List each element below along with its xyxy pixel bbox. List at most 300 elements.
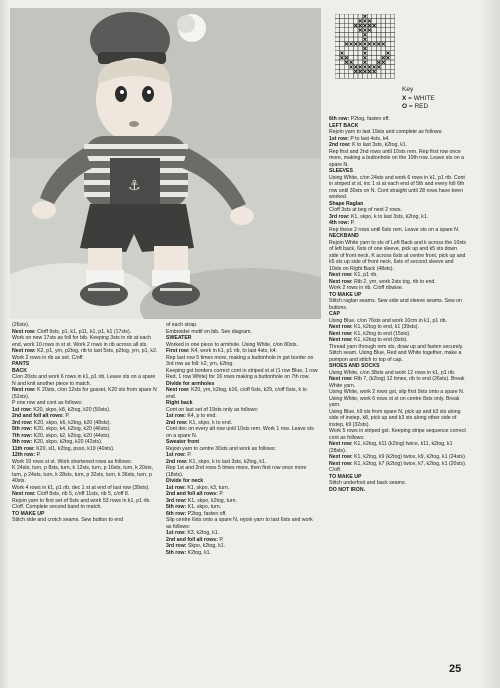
row-text: P. (35, 452, 41, 458)
row-label: Next row: (329, 454, 353, 460)
row-text: P. (217, 536, 224, 543)
chart-grid-cell (349, 19, 354, 24)
instruction-line (166, 517, 318, 530)
chart-grid-cell (344, 65, 349, 70)
chart-grid-cell (358, 14, 363, 19)
chart-grid-cell (344, 32, 349, 37)
row-text: (26sts). (12, 322, 30, 328)
row-text: K 24sts, turn, p 8sts, turn, k 12sts, turn, p 16sts, turn, k 20sts, turn, p 24sts, turn, k 28sts, turn, p 32sts, turn, k 36sts, turn, p 40sts. (12, 465, 153, 484)
row-text: P. (217, 491, 224, 497)
chart-x-mark (359, 42, 362, 45)
chart-grid-cell (367, 74, 372, 79)
chart-grid-cell (376, 69, 381, 74)
chart-x-mark (373, 65, 376, 68)
row-text: Rep last row 5 times more, making a buttonhole in gst border on 3rd row as foll: k2, yrn, k2tog. (166, 354, 314, 367)
chart-grid-cell (381, 28, 386, 33)
section-heading: Divide for armholes (166, 380, 215, 387)
row-label: 3rd row: (166, 543, 187, 549)
chart-grid-cell (372, 19, 377, 24)
chart-x-mark (359, 19, 362, 22)
doll-photo (10, 8, 321, 319)
chart-grid-cell (390, 19, 395, 24)
row-label: 1st row: (166, 484, 186, 491)
chart-grid-cell (353, 28, 358, 33)
chart-grid-cell (344, 74, 349, 79)
row-text: K1, skpo, turn. (186, 504, 222, 510)
chart-grid-cell (349, 46, 354, 51)
chart-x-mark (345, 56, 348, 59)
chart-x-mark (345, 42, 348, 45)
chart-grid-cell (386, 60, 391, 65)
page-number: 25 (449, 663, 462, 675)
chart-x-mark (359, 70, 362, 73)
chart-grid-cell (335, 65, 340, 70)
row-text: Rejoin yarn to first set of 5sts and work 53 rows in k1, p1 rib. (12, 497, 151, 504)
chart-grid-cell (344, 28, 349, 33)
row-text: Rep first and 2nd rows until 10sts rem. Rep first row once more, making a buttonhole on the 10th row. Leave sts on a spare N. (329, 148, 464, 168)
chart-grid-cell (386, 23, 391, 28)
chart-grid-cell (335, 51, 340, 56)
row-text: K20, skpo, k4, k2tog, k20 (46sts). (32, 426, 111, 432)
row-label: Next row: (12, 491, 36, 497)
chart-grid-cell (335, 42, 340, 47)
chart-grid-cell (390, 74, 395, 79)
text-column-2 (166, 322, 318, 556)
chart-x-mark (345, 61, 348, 64)
chart-x-mark (373, 70, 376, 73)
chart-grid-cell (358, 51, 363, 56)
chart-grid-cell (376, 23, 381, 28)
chart-grid-cell (349, 14, 354, 19)
row-text: Stitch raglan seams. Sew side and sleeve seams. Sew on buttons. (329, 298, 462, 311)
row-text: Work 4 rows in k1, p1 rib, dec 1 st at end of last row (39sts). (12, 484, 150, 491)
row-text: Worked in one piece to armhole. Using White, c/on 80sts. (166, 341, 298, 348)
chart-grid-cell (340, 28, 345, 33)
chart-grid-cell (381, 74, 386, 79)
row-text: C/off 8sts, rib 5, c/off 11sts, rib 5, c/off 8. (35, 491, 130, 497)
section-heading: Right back (166, 400, 193, 406)
motif-chart (335, 14, 397, 89)
section-heading: TO MAKE UP (329, 473, 362, 480)
row-label: Next row: (166, 387, 190, 393)
row-text: Rep 1st and 2nd rows 5 times more, then first row once more (18sts). (166, 465, 307, 478)
row-label: 9th row: (12, 439, 33, 445)
row-text: P to last 4sts, k4. (348, 135, 390, 142)
chart-x-mark (382, 42, 385, 45)
chart-grid-cell (386, 37, 391, 42)
chart-grid-cell (386, 65, 391, 70)
row-label: Next row: (329, 324, 353, 330)
chart-grid-cell (390, 69, 395, 74)
row-label: 1st row: (166, 413, 186, 419)
chart-grid-cell (353, 32, 358, 37)
chart-x-mark (363, 47, 366, 50)
chart-grid-cell (349, 74, 354, 79)
instruction-line (329, 409, 467, 429)
section-heading: TO MAKE UP (329, 291, 362, 298)
row-label: 4th row: (329, 220, 350, 226)
row-text: K20, skpo, k2, k2tog, k20 (44sts). (32, 432, 111, 439)
instruction-line (166, 368, 318, 381)
section-heading: SHOES AND SOCKS (329, 363, 380, 369)
section-heading: Shape Raglan (329, 200, 364, 207)
row-label: Next row: (329, 376, 353, 382)
chart-grid-cell (358, 32, 363, 37)
row-label: Next row: (329, 330, 353, 337)
section-heading: Sweater front (166, 439, 200, 445)
row-label: 11th row: (12, 445, 35, 452)
row-label: First row: (166, 348, 190, 354)
row-text: Work 10 rows st st. Work shortened rows as follows: (12, 458, 133, 465)
chart-grid-cell (386, 28, 391, 33)
chart-legend (402, 86, 435, 112)
chart-x-mark (377, 65, 380, 68)
chart-grid-cell (386, 14, 391, 19)
text-column-1 (12, 322, 160, 524)
chart-grid-cell (381, 65, 386, 70)
instruction-line (329, 376, 467, 389)
chart-grid-cell (386, 19, 391, 24)
row-label: 2nd row: (329, 142, 351, 148)
chart-grid-cell (344, 37, 349, 42)
row-text: P. (349, 220, 355, 226)
chart-grid-cell (390, 60, 395, 65)
chart-grid-cell (353, 51, 358, 56)
chart-grid-cell (367, 14, 372, 19)
chart-grid-cell (390, 42, 395, 47)
chart-grid-cell (390, 46, 395, 51)
instruction-line (329, 441, 467, 454)
chart-grid-cell (344, 51, 349, 56)
row-label: 2nd row: (166, 419, 188, 426)
chart-grid-cell (363, 74, 368, 79)
chart-grid-cell (376, 55, 381, 60)
instruction-line (329, 428, 467, 441)
chart-grid-cell (340, 74, 345, 79)
chart-grid-cell (340, 65, 345, 70)
instruction-line (329, 396, 467, 409)
row-label: 7th row: (12, 432, 33, 439)
chart-grid-cell (390, 28, 395, 33)
row-text: P. (185, 452, 192, 458)
row-text: Using White, work 2 rows gst, slip first 9sts onto a spare N. (329, 389, 465, 395)
chart-grid-cell (358, 74, 363, 79)
row-label: 3rd row: (166, 497, 187, 504)
row-text: K1, skpo, k3, turn. (185, 484, 230, 491)
chart-grid-cell (353, 46, 358, 51)
row-text: K1, skpo, k to last 3sts, k2tog, k1. (349, 213, 429, 220)
chart-x-mark (363, 33, 366, 36)
row-text: Rejoin yarn to last 19sts and complete as follows: (329, 129, 443, 135)
chart-grid-cell (340, 19, 345, 24)
chart-grid-cell (386, 69, 391, 74)
chart-grid-cell (335, 60, 340, 65)
chart-grid-cell (381, 51, 386, 56)
legend-o-text: = RED (408, 103, 429, 110)
chart-grid-cell (376, 19, 381, 24)
chart-grid-cell (367, 46, 372, 51)
chart-grid-cell (376, 37, 381, 42)
instruction-line (12, 517, 160, 524)
row-label: 6th row: (329, 116, 350, 122)
chart-x-mark (382, 61, 385, 64)
row-text: K3, k2tog, k1. (185, 530, 220, 536)
chart-grid-cell (335, 23, 340, 28)
chart-grid-cell (376, 51, 381, 56)
chart-grid-cell (344, 23, 349, 28)
chart-x-mark (386, 56, 389, 59)
chart-x-mark (350, 42, 353, 45)
chart-x-mark (363, 52, 366, 55)
chart-grid-cell (335, 19, 340, 24)
instruction-line (12, 387, 160, 400)
chart-grid-cell (372, 55, 377, 60)
row-label: Next row: (329, 272, 353, 278)
instruction-line (329, 298, 467, 311)
row-text: K1, skpo, k to last 3sts, k2tog, k1. (187, 458, 267, 465)
chart-x-mark (368, 42, 371, 45)
row-text: Skpo, k2tog, k1. (186, 543, 226, 549)
chart-grid-cell (372, 28, 377, 33)
chart-grid-cell (367, 55, 372, 60)
chart-grid-cell (358, 55, 363, 60)
chart-grid-cell (390, 32, 395, 37)
row-text: Keeping gst borders correct cont in striped st st (1 row Blue, 1 row Red, 1 row White) for 16 rows making a buttonhole on 7th row. (166, 367, 318, 380)
row-label: 12th row: (12, 452, 36, 458)
instruction-line (166, 387, 318, 400)
chart-x-mark (368, 70, 371, 73)
chart-grid-cell (349, 51, 354, 56)
row-label: 1st row: (166, 452, 186, 458)
instruction-line (329, 344, 467, 364)
chart-grid-cell (386, 42, 391, 47)
instruction-line (329, 175, 467, 201)
chart-grid-cell (381, 14, 386, 19)
row-text: Embroider motif on bib. See diagram. (166, 328, 252, 335)
row-text: of each strap. (166, 322, 198, 328)
row-text: K1, k2tog to end (8sts). (352, 337, 408, 343)
row-label: Next row: (12, 328, 36, 335)
legend-title: Key (402, 86, 414, 93)
chart-grid-cell (381, 46, 386, 51)
chart-grid-cell (367, 51, 372, 56)
row-text: Rib 7, (k2tog) 12 times, rib to end (26sts). Break White yarn. (329, 376, 465, 389)
row-label: 1st row: (166, 530, 186, 536)
row-text: Work 2 rows in rib as set. C/off. (12, 354, 84, 361)
section-heading: TO MAKE UP (12, 510, 45, 517)
legend-red (402, 103, 435, 112)
chart-grid-cell (381, 19, 386, 24)
section-heading: SLEEVES (329, 168, 353, 174)
instruction-line (329, 149, 467, 169)
row-text: Work 5 rows in striped gst. Keeping stripe sequence correct cont as follows: (329, 428, 466, 441)
chart-x-mark (368, 65, 371, 68)
chart-grid-cell (390, 37, 395, 42)
row-text: C/off. Complete second band to match. (12, 504, 102, 510)
chart-grid-cell (386, 46, 391, 51)
instruction-line (166, 465, 318, 478)
section-heading: DO NOT IRON. (329, 486, 366, 493)
chart-grid-cell (353, 37, 358, 42)
chart-grid-cell (353, 19, 358, 24)
chart-grid-cell (344, 19, 349, 24)
row-text: Stitch side and crotch seams. Sew button to end (12, 517, 124, 523)
chart-grid-cell (381, 37, 386, 42)
chart-grid-cell (376, 74, 381, 79)
chart-grid-cell (349, 69, 354, 74)
row-text: K1, k2tog, k7 (k2tog) twice, k7, k2tog, k1 (20sts). C/off. (329, 460, 467, 473)
row-label: 3rd row: (12, 419, 33, 426)
row-label: 5th row: (12, 426, 33, 432)
chart-x-mark (354, 70, 357, 73)
instruction-line (329, 461, 467, 474)
chart-grid-cell (372, 60, 377, 65)
chart-grid-cell (372, 37, 377, 42)
chart-grid-cell (372, 14, 377, 19)
section-heading: Divide for neck (166, 478, 204, 484)
chart-grid-cell (386, 32, 391, 37)
chart-grid-cell (353, 74, 358, 79)
row-text: Cont dec on every alt row until 10sts rem. Work 1 row. Leave sts on a spare N. (166, 426, 314, 439)
instruction-line (166, 355, 318, 368)
legend-x-text: = WHITE (408, 94, 435, 102)
chart-grid-cell (340, 32, 345, 37)
chart-grid-cell (390, 51, 395, 56)
section-heading: PANTS (12, 361, 30, 367)
chart-grid-cell (376, 32, 381, 37)
row-text: P one row and cont as follows: (12, 400, 83, 406)
chart-grid-cell (390, 14, 395, 19)
chart-grid-cell (358, 60, 363, 65)
row-text: K1, skpo, k to end. (187, 419, 233, 426)
chart-grid-cell (349, 55, 354, 60)
text-column-3 (329, 116, 467, 493)
instruction-line (12, 465, 160, 485)
row-label: Next row: (12, 387, 36, 393)
chart-x-mark (350, 65, 353, 68)
chart-x-mark (363, 38, 366, 41)
chart-grid-cell (353, 55, 358, 60)
row-text: Work on new 17sts as foll for bib. Keeping 3sts in rib at each end, work 10 rows in st st. Work 2 rows in rib across all sts. (12, 335, 151, 348)
chart-x-mark (363, 65, 366, 68)
chart-grid-cell (349, 37, 354, 42)
chart-x-mark (373, 24, 376, 27)
chart-grid-cell (372, 51, 377, 56)
row-text: Cont on last set of 19sts only as follows: (166, 406, 259, 413)
section-heading: SWEATER (166, 335, 192, 341)
chart-grid-cell (344, 46, 349, 51)
chart-grid-cell (340, 14, 345, 19)
chart-grid-cell (349, 32, 354, 37)
chart-grid-cell (390, 23, 395, 28)
chart-grid-cell (358, 46, 363, 51)
chart-grid-cell (372, 32, 377, 37)
row-text: Rejoin White yarn to sts of Left Back and k across the 10sts of left back, 6sts of one sleeve, pick up and k5 sts down side of front neck, K across 6sts at centre front, pick up and k5 sts up side of front neck, 6sts of second sleeve and 10sts on Right Back (48sts). (329, 239, 466, 272)
chart-grid-cell (367, 32, 372, 37)
row-text: K1, k2tog, k11 (k2tog) twice, k11, k2tog, k1 (28sts). (329, 441, 453, 454)
row-label: Next row: (329, 337, 353, 343)
row-text: K2, p1, yrn, p2tog, rib to last 5sts, p2tog, yrn, p1, k2. (35, 348, 158, 354)
row-label: 2nd row: (166, 458, 188, 465)
chart-grid-cell (386, 74, 391, 79)
row-label: 3rd row: (329, 213, 350, 220)
chart-x-mark (363, 19, 366, 22)
chart-grid-cell (390, 55, 395, 60)
chart-grid-cell (340, 23, 345, 28)
chart-grid-cell (335, 32, 340, 37)
chart-grid-cell (340, 37, 345, 42)
row-text: Rejoin yarn to centre 30sts and work as follows: (166, 445, 276, 452)
row-text: Rib 2, yrn, work 2sts tog, rib to end. (352, 278, 436, 285)
section-heading: CAP (329, 311, 340, 317)
row-text: Stitch underfoot and back seams. (329, 480, 406, 486)
row-text: K1, skpo, k2tog, turn. (186, 497, 237, 504)
chart-x-mark (363, 24, 366, 27)
chart-x-mark (350, 61, 353, 64)
chart-x-mark (363, 56, 366, 59)
section-heading: LEFT BACK (329, 122, 359, 129)
row-text: K2tog, k1. (186, 549, 211, 556)
row-label: 1st row: (329, 135, 349, 142)
chart-x-mark (377, 61, 380, 64)
chart-grid-cell (358, 37, 363, 42)
chart-x-mark (359, 65, 362, 68)
chart-x-mark (340, 56, 343, 59)
chart-grid-cell (344, 14, 349, 19)
row-label: 5th row: (166, 549, 187, 556)
row-text: K20, skpo, k8, k2tog, k20 (50sts). (31, 406, 111, 413)
row-text: Using White, c/on 38sts and work 12 rows in k1, p1 rib. (329, 369, 456, 376)
section-heading: BACK (12, 367, 27, 374)
chart-grid-cell (335, 14, 340, 19)
chart-grid-cell (349, 28, 354, 33)
chart-x-mark (354, 65, 357, 68)
chart-grid-cell (335, 69, 340, 74)
row-label: 5th row: (166, 504, 187, 510)
chart-x-mark (340, 52, 343, 55)
legend-white (402, 95, 435, 104)
row-text: K20, skpo, k6, k2tog, k20 (48sts). (32, 419, 111, 426)
row-text: Rep these 2 rows until 6sts rem. Leave sts on a spare N. (329, 226, 460, 233)
row-text: Thread yarn through rem sts, draw up and fasten securely. Stitch seam. Using Blue, Red and White together, make a pompon and stitch to top of cap. (329, 343, 464, 363)
chart-x-mark (363, 61, 366, 64)
row-text: K20, skpo, k2tog, k20 (42sts). (32, 439, 103, 445)
chart-grid-cell (390, 65, 395, 70)
row-text: K1, k2tog to end (15sts). (352, 330, 411, 337)
chart-grid-cell (335, 37, 340, 42)
chart-x-mark (386, 52, 389, 55)
chart-grid-cell (372, 74, 377, 79)
chart-x-mark (368, 29, 371, 32)
row-label: Next row: (329, 460, 353, 467)
chart-x-mark (354, 42, 357, 45)
chart-x-mark (377, 42, 380, 45)
row-label: Next row: (329, 278, 353, 285)
chart-x-mark (363, 70, 366, 73)
row-text: K20, yrn, k2tog, k16, c/off 6sts, k29, c/off 6sts, k to end. (166, 387, 307, 400)
chart-grid-cell (381, 32, 386, 37)
chart-x-mark (354, 24, 357, 27)
chart-grid-cell (335, 74, 340, 79)
row-label: 1st row: (12, 406, 32, 413)
row-label: 6th row: (166, 510, 187, 517)
row-text: Slip centre 6sts onto a spare N, rejoin yarn to last 6sts and work as follows: (166, 517, 313, 530)
row-text: P2tog, fasten off. (349, 116, 390, 122)
chart-grid-cell (367, 37, 372, 42)
chart-x-mark (368, 19, 371, 22)
chart-x-mark (363, 29, 366, 32)
chart-grid-cell (344, 69, 349, 74)
